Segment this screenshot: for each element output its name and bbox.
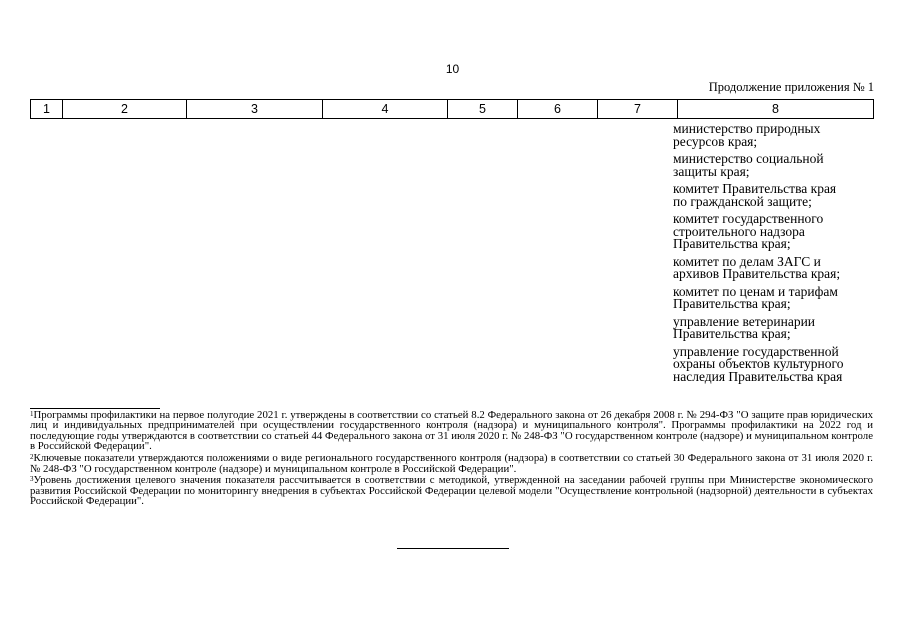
column-header-2: 2: [63, 100, 187, 119]
column-header-1: 1: [31, 100, 63, 119]
footnote-marker: 2: [30, 453, 34, 462]
footnote-text: Ключевые показатели утверждаются положениями о виде регионального государственного контроля (надзора) в соответствии со статьей 30 Федерального закона от 31 июля 2020 г. № 248-ФЗ "О государственном контроле (надзоре) и муниципальном контроле в Российской Федерации".: [30, 452, 873, 475]
footnote-text: Уровень достижения целевого значения показателя рассчитывается в соответствии с методикой, утвержденной на заседании рабочей группы при Министерстве экономического развития Российской Федерации по мониторингу внедрения в субъектах Российской Федерации целевой модели "Осуществление контрольной (надзорной) деятельности в субъектах Российской Федерации".: [30, 474, 873, 508]
footnote-marker: 3: [30, 475, 34, 484]
list-item: комитет Правительства края по гражданской защите;: [673, 181, 837, 209]
list-item: комитет по делам ЗАГС и архивов Правительства края;: [673, 253, 841, 281]
appendix-table: [30, 99, 874, 119]
list-item: комитет государственного строительного надзора Правительства края;: [673, 211, 824, 251]
column-header-6: 6: [518, 100, 598, 119]
end-of-document-line: [397, 548, 509, 549]
column-header-3: 3: [187, 100, 323, 119]
footnote-text: Программы профилактики на первое полугодие 2021 г. утверждены в соответствии со статьей 8.2 Федерального закона от 26 декабря 2008 г. № 294-ФЗ "О защите прав юридических лиц и индивидуальных предпринимателей при осуществлении государственного контроля (надзора) и муниципального контроля". Программы профилактики на 2022 год и последующие годы утверждаются в соответствии со статьей 44 Федерального закона от 31 июля 2020 г. № 248-ФЗ "О государственном контроле (надзоре) и муниципальном контроле в Российской Федерации".: [30, 409, 873, 453]
column-header-5: 5: [448, 100, 518, 119]
appendix-continuation-label: Продолжение приложения № 1: [708, 80, 874, 94]
page-number: 10: [445, 62, 460, 76]
responsible-authorities-list: [673, 123, 873, 388]
column-header-8: 8: [678, 100, 874, 119]
footnote-1: [30, 410, 873, 452]
list-item: управление государственной охраны объектов культурного наследия Правительства края: [673, 343, 844, 384]
footnote-marker: 1: [30, 410, 34, 418]
list-item: министерство природных ресурсов края;: [673, 121, 821, 149]
footnotes: [30, 410, 873, 508]
column-header-7: 7: [598, 100, 678, 119]
footnote-3: [30, 475, 873, 506]
table-header-row: [31, 100, 874, 119]
list-item: управление ветеринарии Правительства края;: [673, 313, 816, 341]
list-item: комитет по ценам и тарифам Правительства края;: [673, 283, 838, 311]
footnote-2: [30, 453, 873, 474]
column-header-4: 4: [323, 100, 448, 119]
list-item: министерство социальной защиты края;: [673, 151, 824, 179]
